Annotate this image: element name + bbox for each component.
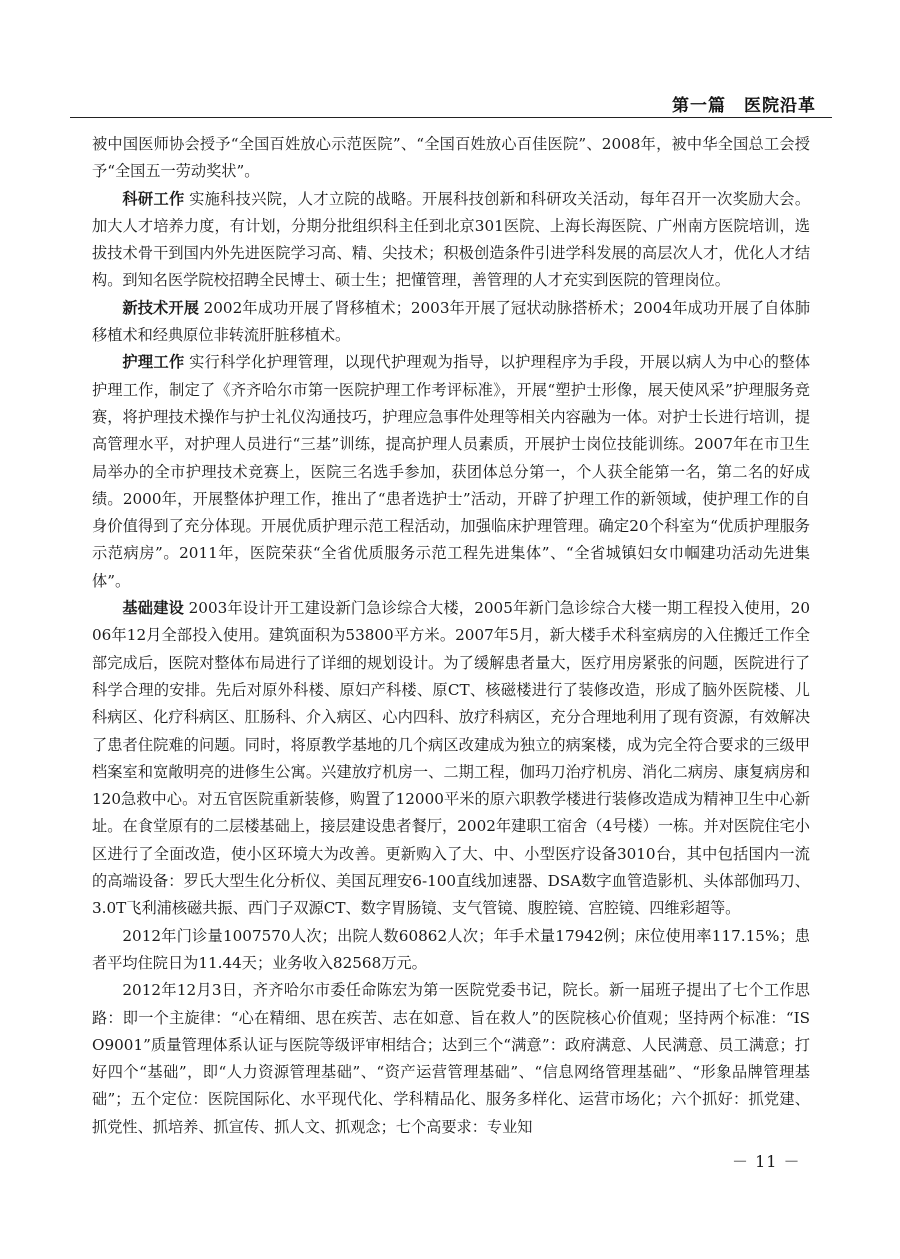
paragraph bbox=[92, 131, 810, 186]
paragraph bbox=[92, 349, 810, 595]
paragraph-heading: 科研工作 bbox=[122, 189, 185, 208]
paragraph bbox=[92, 186, 810, 295]
body-text bbox=[92, 131, 810, 1141]
paragraph bbox=[92, 977, 810, 1141]
paragraph-text: 2012年门诊量1007570人次；出院人数60862人次；年手术量17942例；床位使用率117.15%；患者平均住院日为11.44天；业务收入82568万元。 bbox=[92, 926, 810, 972]
paragraph-heading: 新技术开展 bbox=[122, 298, 200, 317]
paragraph-text: 2003年设计开工建设新门急诊综合大楼，2005年新门急诊综合大楼一期工程投入使用，2006年12月全部投入使用。建筑面积为53800平方米。2007年5月，新大楼手术科室病房的入住搬迁工作全部完成后，医院对整体布局进行了详细的规划设计。为了缓解患者量大，医疗用房紧张的问题，医院进行了科学合理的安排。先后对原外科楼、原妇产科楼、原CT、核磁楼进行了装修改造，形成了脑外医院楼、儿科病区、化疗科病区、肛肠科、介入病区、心内四科、放疗科病区，充分合理地利用了现有资源，有效解决了患者住院难的问题。同时，将原教学基地的几个病区改建成为独立的病案楼，成为完全符合要求的三级甲档案室和宽敞明亮的进修生公寓。兴建放疗机房一、二期工程，伽玛刀治疗机房、消化二病房、康复病房和120急救中心。对五官医院重新装修，购置了12000平米的原六职教学楼进行装修改造成为精神卫生中心新址。在食堂原有的二层楼基础上，接层建设患者餐厅，2002年建职工宿舍（4号楼）一栋。并对医院住宅小区进行了全面改造，使小区环境大为改善。更新购入了大、中、小型医疗设备3010台，其中包括国内一流的高端设备：罗氏大型生化分析仪、美国瓦理安6-100直线加速器、DSA数字血管造影机、头体部伽玛刀、3.0T飞利浦核磁共振、西门子双源CT、数字胃肠镜、支气管镜、腹腔镜、宫腔镜、四维彩超等。 bbox=[92, 599, 810, 918]
page-number: － 11 － bbox=[732, 1152, 801, 1171]
paragraph-text: 实行科学化护理管理，以现代护理观为指导，以护理程序为手段，开展以病人为中心的整体护理工作，制定了《齐齐哈尔市第一医院护理工作考评标准》，开展“塑护士形像，展天使风采”护理服务竞赛，将护理技术操作与护士礼仪沟通技巧，护理应急事件处理等相关内容融为一体。对护士长进行培训，提高管理水平，对护理人员进行“三基”训练，提高护理人员素质，开展护士岗位技能训练。2007年在市卫生局举办的全市护理技术竞赛上，医院三名选手参加，获团体总分第一，个人获全能第一名，第二名的好成绩。2000年，开展整体护理工作，推出了“患者选护士”活动，开辟了护理工作的新领域，使护理工作的自身价值得到了充分体现。开展优质护理示范工程活动，加强临床护理管理。确定20个科室为“优质护理服务示范病房”。2011年，医院荣获“全省优质服务示范工程先进集体”、“全省城镇妇女巾帼建功活动先进集体”。 bbox=[92, 353, 811, 590]
paragraph-text: 被中国医师协会授予“全国百姓放心示范医院”、“全国百姓放心百佳医院”、2008年，被中华全国总工会授予“全国五一劳动奖状”。 bbox=[92, 135, 810, 181]
header-rule bbox=[70, 117, 832, 118]
section-title: 第一篇 医院沿革 bbox=[672, 96, 816, 116]
paragraph bbox=[92, 295, 810, 350]
paragraph bbox=[92, 595, 810, 923]
paragraph bbox=[92, 923, 810, 978]
paragraph-heading: 基础建设 bbox=[122, 599, 185, 618]
paragraph-text: 2012年12月3日，齐齐哈尔市委任命陈宏为第一医院党委书记，院长。新一届班子提出了七个工作思路：即一个主旋律：“心在精细、思在疾苦、志在如意、旨在救人”的医院核心价值观；坚持两个标准：“ISO9001”质量管理体系认证与医院等级评审相结合；达到三个“满意”：政府满意、人民满意、员工满意；打好四个“基础”，即“人力资源管理基础”、“资产运营管理基础”、“信息网络管理基础”、“形象品牌管理基础”；五个定位：医院国际化、水平现代化、学科精品化、服务多样化、运营市场化；六个抓好：抓党建、抓党性、抓培养、抓宣传、抓人文、抓观念；七个高要求：专业知 bbox=[92, 981, 810, 1136]
paragraph-text: 2002年成功开展了肾移植术；2003年开展了冠状动脉搭桥术；2004年成功开展了自体肺移植术和经典原位非转流肝脏移植术。 bbox=[92, 298, 811, 345]
paragraph-text: 实施科技兴院，人才立院的战略。开展科技创新和科研攻关活动，每年召开一次奖励大会。加大人才培养力度，有计划，分期分批组织科主任到北京301医院、上海长海医院、广州南方医院培训，选拔技术骨干到国内外先进医院学习高、精、尖技术；积极创造条件引进学科发展的高层次人才，优化人才结构。到知名医学院校招聘全民博士、硕士生；把懂管理，善管理的人才充实到医院的管理岗位。 bbox=[92, 189, 811, 290]
paragraph-heading: 护理工作 bbox=[122, 353, 185, 372]
